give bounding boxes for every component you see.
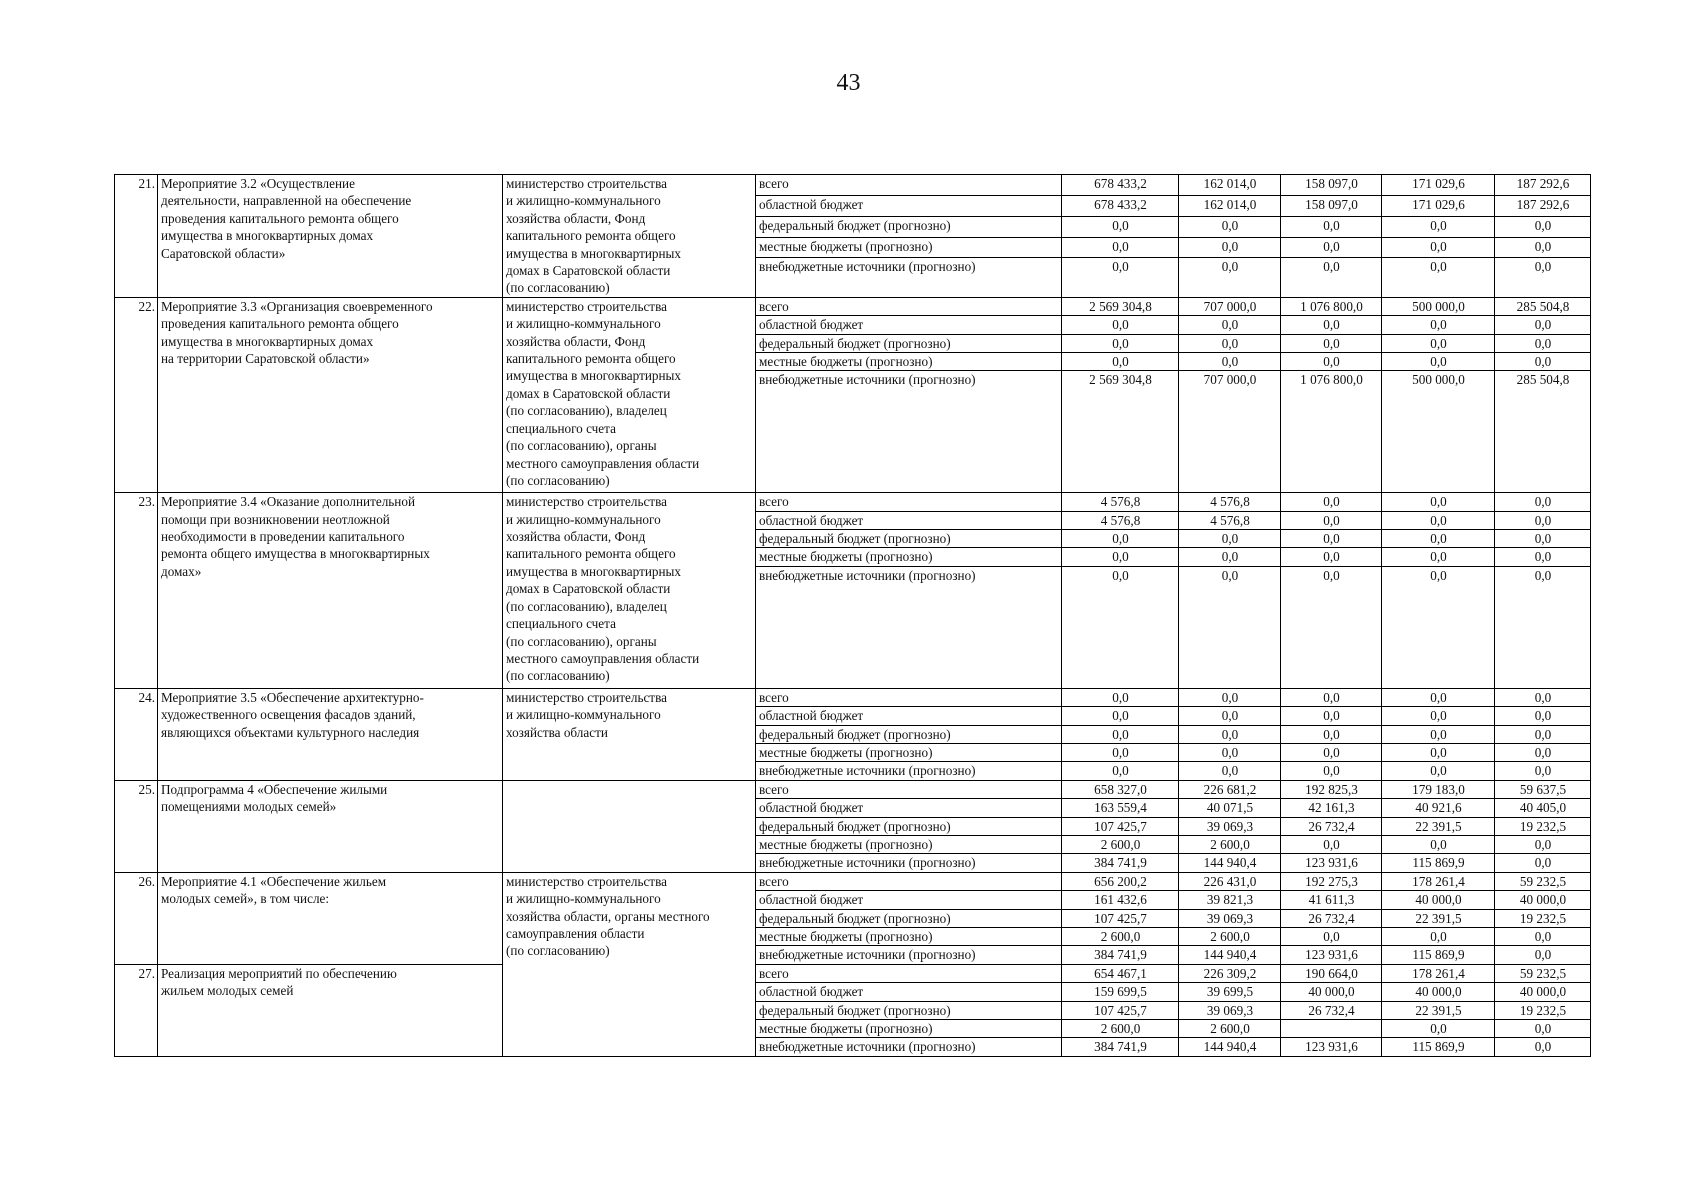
funding-value: 0,0: [1281, 334, 1382, 352]
funding-value: 0,0: [1281, 835, 1382, 853]
responsible-line: (по согласованию), органы: [506, 633, 657, 649]
funding-value: 0,0: [1495, 743, 1591, 761]
funding-value: 0,0: [1281, 530, 1382, 548]
funding-source: всего: [756, 780, 1062, 798]
funding-value: 178 261,4: [1382, 872, 1495, 890]
funding-value: 0,0: [1382, 688, 1495, 706]
funding-value: 0,0: [1179, 743, 1281, 761]
funding-value: 707 000,0: [1179, 297, 1281, 315]
funding-value: 500 000,0: [1382, 297, 1495, 315]
funding-source: внебюджетные источники (прогнозно): [756, 854, 1062, 872]
table-row: [115, 780, 1591, 798]
responsible-line: хозяйства области, Фонд: [506, 333, 646, 349]
funding-value: 0,0: [1382, 316, 1495, 334]
funding-value: 0,0: [1495, 216, 1591, 237]
activity-description: [158, 493, 503, 688]
funding-value: 0,0: [1382, 725, 1495, 743]
funding-value: 0,0: [1281, 743, 1382, 761]
responsible-line: (по согласованию), органы: [506, 438, 657, 454]
responsible-line: (по согласованию): [506, 943, 610, 959]
responsible-line: имущества в многоквартирных: [506, 563, 682, 579]
funding-value: 22 391,5: [1382, 817, 1495, 835]
funding-value: 22 391,5: [1382, 1001, 1495, 1019]
funding-value: 0,0: [1382, 353, 1495, 371]
funding-value: 2 569 304,8: [1062, 371, 1179, 493]
funding-value: 0,0: [1382, 548, 1495, 566]
responsible-line: (по согласованию): [506, 472, 610, 488]
responsible-line: (по согласованию), владелец: [506, 403, 667, 419]
activity-description: [158, 175, 503, 298]
funding-value: 658 327,0: [1062, 780, 1179, 798]
responsible-line: местного самоуправления области: [506, 650, 700, 666]
funding-source: федеральный бюджет (прогнозно): [756, 909, 1062, 927]
description-line: проведения капитального ремонта общего: [161, 316, 399, 332]
funding-value: 0,0: [1281, 688, 1382, 706]
responsible-line: местного самоуправления области: [506, 455, 700, 471]
funding-value: 0,0: [1495, 707, 1591, 725]
funding-source: всего: [756, 872, 1062, 890]
funding-value: 0,0: [1382, 493, 1495, 511]
description-line: деятельности, направленной на обеспечение: [161, 193, 412, 209]
funding-value: 500 000,0: [1382, 371, 1495, 493]
activity-description: [158, 688, 503, 780]
funding-value: 0,0: [1179, 216, 1281, 237]
funding-value: 0,0: [1495, 725, 1591, 743]
responsible-line: и жилищно-коммунального: [506, 193, 661, 209]
funding-value: 158 097,0: [1281, 175, 1382, 196]
responsible-line: хозяйства области, Фонд: [506, 210, 646, 226]
responsible-executor: [503, 175, 756, 298]
funding-source: местные бюджеты (прогнозно): [756, 1020, 1062, 1038]
funding-value: 4 576,8: [1062, 493, 1179, 511]
responsible-line: министерство строительства: [506, 298, 667, 314]
row-number: 27.: [115, 964, 158, 1056]
funding-value: 192 275,3: [1281, 872, 1382, 890]
activity-description: [158, 780, 503, 872]
funding-source: всего: [756, 297, 1062, 315]
funding-value: 285 504,8: [1495, 297, 1591, 315]
funding-value: 2 600,0: [1179, 1020, 1281, 1038]
funding-value: 384 741,9: [1062, 854, 1179, 872]
funding-value: 40 405,0: [1495, 799, 1591, 817]
funding-source: федеральный бюджет (прогнозно): [756, 725, 1062, 743]
responsible-executor: [503, 780, 756, 872]
funding-value: 0,0: [1382, 1020, 1495, 1038]
funding-value: 4 576,8: [1179, 511, 1281, 529]
funding-value: 0,0: [1179, 316, 1281, 334]
funding-value: 0,0: [1179, 762, 1281, 780]
responsible-line: министерство строительства: [506, 494, 667, 510]
funding-value: 4 576,8: [1062, 511, 1179, 529]
funding-value: 0,0: [1281, 707, 1382, 725]
responsible-line: капитального ремонта общего: [506, 351, 676, 367]
funding-value: 285 504,8: [1495, 371, 1591, 493]
funding-value: 178 261,4: [1382, 964, 1495, 982]
funding-value: 0,0: [1495, 237, 1591, 258]
funding-value: 0,0: [1281, 511, 1382, 529]
funding-value: 40 000,0: [1382, 983, 1495, 1001]
funding-value: 0,0: [1281, 927, 1382, 945]
funding-value: 26 732,4: [1281, 1001, 1382, 1019]
responsible-line: министерство строительства: [506, 873, 667, 889]
activity-description: [158, 297, 503, 492]
funding-source: областной бюджет: [756, 799, 1062, 817]
funding-value: 40 921,6: [1382, 799, 1495, 817]
funding-source: федеральный бюджет (прогнозно): [756, 817, 1062, 835]
funding-value: 0,0: [1495, 566, 1591, 688]
description-line: молодых семей», в том числе:: [161, 891, 330, 907]
funding-value: 384 741,9: [1062, 1038, 1179, 1056]
description-line: Саратовской области»: [161, 245, 286, 261]
funding-value: 384 741,9: [1062, 946, 1179, 964]
funding-value: 187 292,6: [1495, 175, 1591, 196]
funding-value: 0,0: [1281, 566, 1382, 688]
funding-source: местные бюджеты (прогнозно): [756, 548, 1062, 566]
funding-value: 0,0: [1495, 334, 1591, 352]
budget-table: [114, 174, 1591, 1057]
funding-source: местные бюджеты (прогнозно): [756, 927, 1062, 945]
responsible-line: хозяйства области, органы местного: [506, 908, 710, 924]
funding-value: 0,0: [1495, 511, 1591, 529]
funding-value: 226 309,2: [1179, 964, 1281, 982]
funding-value: 0,0: [1062, 530, 1179, 548]
description-line: Мероприятие 4.1 «Обеспечение жильем: [161, 873, 387, 889]
funding-value: 2 600,0: [1062, 1020, 1179, 1038]
row-number: 24.: [115, 688, 158, 780]
row-number: 25.: [115, 780, 158, 872]
funding-value: 0,0: [1179, 688, 1281, 706]
funding-value: 162 014,0: [1179, 195, 1281, 216]
responsible-line: хозяйства области: [506, 724, 608, 740]
activity-description: [158, 964, 503, 1056]
responsible-line: (по согласованию): [506, 668, 610, 684]
funding-source: областной бюджет: [756, 983, 1062, 1001]
funding-value: 59 637,5: [1495, 780, 1591, 798]
funding-value: 0,0: [1382, 707, 1495, 725]
funding-value: 0,0: [1062, 316, 1179, 334]
funding-value: 0,0: [1062, 688, 1179, 706]
row-number: 21.: [115, 175, 158, 298]
funding-value: 678 433,2: [1062, 175, 1179, 196]
funding-value: 0,0: [1179, 334, 1281, 352]
funding-value: 1 076 800,0: [1281, 371, 1382, 493]
funding-value: 0,0: [1062, 334, 1179, 352]
row-number: 23.: [115, 493, 158, 688]
funding-value: 159 699,5: [1062, 983, 1179, 1001]
funding-value: 0,0: [1382, 835, 1495, 853]
funding-value: 0,0: [1179, 258, 1281, 297]
funding-value: 162 014,0: [1179, 175, 1281, 196]
responsible-line: домах в Саратовской области: [506, 385, 671, 401]
responsible-line: специального счета: [506, 616, 616, 632]
description-line: помощи при возникновении неотложной: [161, 511, 390, 527]
funding-value: 0,0: [1062, 743, 1179, 761]
responsible-line: домах в Саратовской области: [506, 263, 671, 279]
funding-value: 0,0: [1495, 258, 1591, 297]
funding-value: 0,0: [1382, 530, 1495, 548]
table-row: [115, 964, 1591, 982]
funding-value: 0,0: [1382, 237, 1495, 258]
funding-value: 0,0: [1382, 258, 1495, 297]
funding-value: 2 600,0: [1062, 927, 1179, 945]
funding-source: областной бюджет: [756, 707, 1062, 725]
funding-value: 107 425,7: [1062, 1001, 1179, 1019]
funding-value: 0,0: [1062, 353, 1179, 371]
funding-value: 39 699,5: [1179, 983, 1281, 1001]
funding-value: 4 576,8: [1179, 493, 1281, 511]
page-number: 43: [836, 70, 861, 96]
funding-source: местные бюджеты (прогнозно): [756, 743, 1062, 761]
funding-value: 0,0: [1495, 762, 1591, 780]
funding-value: 0,0: [1062, 566, 1179, 688]
funding-value: 39 069,3: [1179, 817, 1281, 835]
funding-value: 144 940,4: [1179, 946, 1281, 964]
funding-value: 59 232,5: [1495, 964, 1591, 982]
responsible-line: (по согласованию): [506, 280, 610, 296]
funding-value: 1 076 800,0: [1281, 297, 1382, 315]
funding-source: внебюджетные источники (прогнозно): [756, 762, 1062, 780]
funding-value: 2 600,0: [1179, 927, 1281, 945]
funding-value: 107 425,7: [1062, 817, 1179, 835]
funding-value: 0,0: [1382, 334, 1495, 352]
funding-value: [1281, 1020, 1382, 1038]
table-row: [115, 872, 1591, 890]
funding-value: 115 869,9: [1382, 854, 1495, 872]
responsible-line: домах в Саратовской области: [506, 581, 671, 597]
funding-source: внебюджетные источники (прогнозно): [756, 258, 1062, 297]
description-line: необходимости в проведении капитального: [161, 529, 405, 545]
funding-value: 0,0: [1281, 353, 1382, 371]
funding-value: 0,0: [1062, 548, 1179, 566]
responsible-executor: [503, 493, 756, 688]
description-line: Мероприятие 3.3 «Организация своевременного: [161, 298, 433, 314]
funding-value: 158 097,0: [1281, 195, 1382, 216]
funding-value: 123 931,6: [1281, 946, 1382, 964]
funding-source: местные бюджеты (прогнозно): [756, 353, 1062, 371]
funding-value: 0,0: [1281, 216, 1382, 237]
description-line: Реализация мероприятий по обеспечению: [161, 965, 397, 981]
activity-description: [158, 872, 503, 964]
responsible-line: капитального ремонта общего: [506, 228, 676, 244]
funding-value: 190 664,0: [1281, 964, 1382, 982]
funding-value: 0,0: [1495, 548, 1591, 566]
funding-source: местные бюджеты (прогнозно): [756, 237, 1062, 258]
funding-source: областной бюджет: [756, 511, 1062, 529]
funding-value: 171 029,6: [1382, 175, 1495, 196]
responsible-line: и жилищно-коммунального: [506, 707, 661, 723]
funding-value: 0,0: [1179, 237, 1281, 258]
funding-value: 19 232,5: [1495, 909, 1591, 927]
funding-value: 0,0: [1179, 725, 1281, 743]
funding-value: 0,0: [1495, 530, 1591, 548]
description-line: Подпрограмма 4 «Обеспечение жилыми: [161, 781, 388, 797]
responsible-line: хозяйства области, Фонд: [506, 529, 646, 545]
funding-source: федеральный бюджет (прогнозно): [756, 334, 1062, 352]
funding-value: 0,0: [1495, 688, 1591, 706]
funding-value: 19 232,5: [1495, 817, 1591, 835]
funding-value: 115 869,9: [1382, 1038, 1495, 1056]
funding-source: федеральный бюджет (прогнозно): [756, 216, 1062, 237]
responsible-line: и жилищно-коммунального: [506, 511, 661, 527]
funding-value: 0,0: [1495, 854, 1591, 872]
responsible-line: и жилищно-коммунального: [506, 316, 661, 332]
funding-value: 0,0: [1179, 548, 1281, 566]
description-line: жильем молодых семей: [161, 983, 294, 999]
funding-value: 0,0: [1281, 493, 1382, 511]
responsible-line: имущества в многоквартирных: [506, 245, 682, 261]
funding-value: 179 183,0: [1382, 780, 1495, 798]
funding-value: 0,0: [1179, 566, 1281, 688]
funding-value: 0,0: [1281, 237, 1382, 258]
description-line: на территории Саратовской области»: [161, 351, 370, 367]
funding-value: 123 931,6: [1281, 1038, 1382, 1056]
funding-source: внебюджетные источники (прогнозно): [756, 1038, 1062, 1056]
funding-value: 678 433,2: [1062, 195, 1179, 216]
funding-value: 226 681,2: [1179, 780, 1281, 798]
responsible-line: министерство строительства: [506, 176, 667, 191]
funding-value: 0,0: [1382, 511, 1495, 529]
funding-value: 161 432,6: [1062, 891, 1179, 909]
funding-value: 0,0: [1281, 725, 1382, 743]
funding-source: всего: [756, 964, 1062, 982]
funding-value: 39 069,3: [1179, 909, 1281, 927]
funding-value: 0,0: [1179, 707, 1281, 725]
funding-value: 144 940,4: [1179, 1038, 1281, 1056]
funding-value: 0,0: [1062, 762, 1179, 780]
description-line: Мероприятие 3.5 «Обеспечение архитектурно-: [161, 689, 424, 705]
funding-value: 0,0: [1495, 1020, 1591, 1038]
funding-value: 0,0: [1281, 258, 1382, 297]
funding-value: 40 071,5: [1179, 799, 1281, 817]
description-line: ремонта общего имущества в многоквартирных: [161, 546, 430, 562]
funding-value: 144 940,4: [1179, 854, 1281, 872]
responsible-line: имущества в многоквартирных: [506, 368, 682, 384]
funding-value: 0,0: [1382, 762, 1495, 780]
funding-value: 26 732,4: [1281, 817, 1382, 835]
funding-value: 26 732,4: [1281, 909, 1382, 927]
funding-source: внебюджетные источники (прогнозно): [756, 946, 1062, 964]
description-line: помещениями молодых семей»: [161, 799, 337, 815]
funding-value: 0,0: [1495, 353, 1591, 371]
funding-source: всего: [756, 175, 1062, 196]
responsible-line: капитального ремонта общего: [506, 546, 676, 562]
funding-value: 0,0: [1062, 725, 1179, 743]
funding-value: 40 000,0: [1495, 891, 1591, 909]
description-line: Мероприятие 3.2 «Осуществление: [161, 176, 355, 191]
table-row: [115, 175, 1591, 196]
responsible-executor: [503, 688, 756, 780]
funding-value: 123 931,6: [1281, 854, 1382, 872]
description-line: проведения капитального ремонта общего: [161, 210, 399, 226]
row-number: 22.: [115, 297, 158, 492]
funding-source: федеральный бюджет (прогнозно): [756, 1001, 1062, 1019]
funding-source: областной бюджет: [756, 195, 1062, 216]
funding-value: 0,0: [1062, 237, 1179, 258]
funding-source: федеральный бюджет (прогнозно): [756, 530, 1062, 548]
funding-value: 0,0: [1382, 927, 1495, 945]
funding-value: 39 069,3: [1179, 1001, 1281, 1019]
responsible-line: (по согласованию), владелец: [506, 598, 667, 614]
funding-value: 171 029,6: [1382, 195, 1495, 216]
description-line: имущества в многоквартирных домах: [161, 228, 374, 244]
funding-value: 59 232,5: [1495, 872, 1591, 890]
responsible-executor: [503, 297, 756, 492]
row-number: 26.: [115, 872, 158, 964]
funding-value: 0,0: [1495, 835, 1591, 853]
description-line: являющихся объектами культурного наследия: [161, 724, 420, 740]
responsible-line: министерство строительства: [506, 689, 667, 705]
funding-value: 0,0: [1062, 216, 1179, 237]
funding-value: 0,0: [1495, 927, 1591, 945]
funding-source: областной бюджет: [756, 316, 1062, 334]
funding-source: внебюджетные источники (прогнозно): [756, 371, 1062, 493]
funding-value: 0,0: [1281, 316, 1382, 334]
funding-source: внебюджетные источники (прогнозно): [756, 566, 1062, 688]
funding-value: 0,0: [1495, 1038, 1591, 1056]
funding-value: 226 431,0: [1179, 872, 1281, 890]
funding-value: 0,0: [1179, 530, 1281, 548]
funding-value: 22 391,5: [1382, 909, 1495, 927]
table-row: [115, 688, 1591, 706]
funding-value: 0,0: [1382, 216, 1495, 237]
funding-value: 0,0: [1495, 493, 1591, 511]
description-line: художественного освещения фасадов зданий,: [161, 707, 416, 723]
funding-value: 0,0: [1281, 762, 1382, 780]
funding-value: 39 821,3: [1179, 891, 1281, 909]
funding-value: 0,0: [1495, 946, 1591, 964]
responsible-line: специального счета: [506, 420, 616, 436]
funding-value: 2 569 304,8: [1062, 297, 1179, 315]
funding-value: 40 000,0: [1382, 891, 1495, 909]
responsible-line: и жилищно-коммунального: [506, 891, 661, 907]
funding-source: всего: [756, 493, 1062, 511]
funding-source: всего: [756, 688, 1062, 706]
funding-value: 0,0: [1382, 743, 1495, 761]
responsible-executor: [503, 872, 756, 1056]
funding-value: 654 467,1: [1062, 964, 1179, 982]
funding-value: 192 825,3: [1281, 780, 1382, 798]
funding-value: 0,0: [1179, 353, 1281, 371]
funding-source: местные бюджеты (прогнозно): [756, 835, 1062, 853]
funding-value: 0,0: [1495, 316, 1591, 334]
responsible-line: самоуправления области: [506, 925, 645, 941]
funding-value: 0,0: [1062, 707, 1179, 725]
funding-value: 187 292,6: [1495, 195, 1591, 216]
description-line: Мероприятие 3.4 «Оказание дополнительной: [161, 494, 416, 510]
funding-value: 40 000,0: [1495, 983, 1591, 1001]
funding-value: 0,0: [1382, 566, 1495, 688]
funding-value: 2 600,0: [1179, 835, 1281, 853]
funding-value: 19 232,5: [1495, 1001, 1591, 1019]
funding-value: 42 161,3: [1281, 799, 1382, 817]
funding-value: 40 000,0: [1281, 983, 1382, 1001]
funding-value: 0,0: [1281, 548, 1382, 566]
funding-value: 115 869,9: [1382, 946, 1495, 964]
table-row: [115, 493, 1591, 511]
description-line: домах»: [161, 563, 202, 579]
description-line: имущества в многоквартирных домах: [161, 333, 374, 349]
funding-value: 707 000,0: [1179, 371, 1281, 493]
table-row: [115, 297, 1591, 315]
funding-value: 107 425,7: [1062, 909, 1179, 927]
funding-value: 656 200,2: [1062, 872, 1179, 890]
funding-value: 163 559,4: [1062, 799, 1179, 817]
funding-value: 2 600,0: [1062, 835, 1179, 853]
funding-source: областной бюджет: [756, 891, 1062, 909]
funding-value: 0,0: [1062, 258, 1179, 297]
funding-value: 41 611,3: [1281, 891, 1382, 909]
